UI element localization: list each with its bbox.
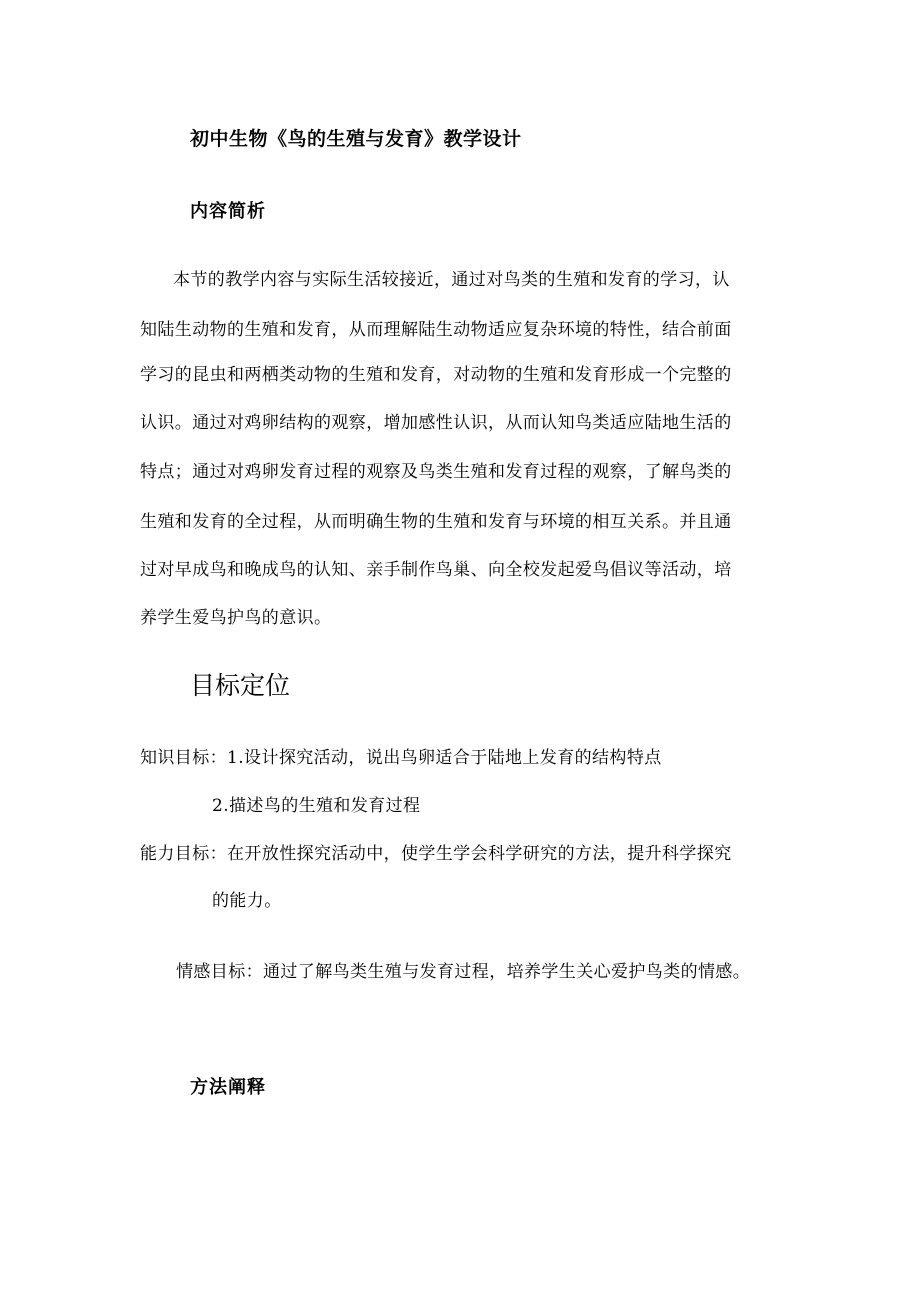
paragraph-line: 养学生爱鸟护鸟的意识。: [140, 608, 332, 628]
knowledge-goal-line: 2.描述鸟的生殖和发育过程: [212, 796, 421, 816]
paragraph-line: 过对早成鸟和晚成鸟的认知、亲手制作鸟巢、向全校发起爱鸟倡议等活动，培: [140, 560, 732, 580]
ability-goal-line: 的能力。: [212, 891, 282, 911]
heading-content-analysis: 内容简析: [190, 201, 266, 222]
paragraph-line: 认识。通过对鸡卵结构的观察，增加感性认识，从而认知鸟类适应陆地生活的: [140, 413, 732, 433]
document-title: 初中生物《鸟的生殖与发育》教学设计: [190, 128, 522, 150]
paragraph-line: 生殖和发育的全过程，从而明确生物的生殖和发育与环境的相互关系。并且通: [140, 512, 732, 532]
heading-goals: 目标定位: [190, 671, 291, 700]
heading-method: 方法阐释: [190, 1077, 266, 1098]
knowledge-goal-line: 知识目标：1.设计探究活动，说出鸟卵适合于陆地上发育的结构特点: [140, 748, 662, 768]
emotion-goal-line: 情感目标：通过了解鸟类生殖与发育过程，培养学生关心爱护鸟类的情感。: [176, 962, 751, 982]
paragraph-line: 学习的昆虫和两栖类动物的生殖和发育，对动物的生殖和发育形成一个完整的: [140, 365, 732, 385]
ability-goal-line: 能力目标：在开放性探究活动中，使学生学会科学研究的方法，提升科学探究: [140, 844, 732, 864]
paragraph-line: 知陆生动物的生殖和发育，从而理解陆生动物适应复杂环境的特性，结合前面: [140, 320, 732, 340]
paragraph-line: 特点；通过对鸡卵发育过程的观察及鸟类生殖和发育过程的观察，了解鸟类的: [140, 462, 732, 482]
paragraph-line: 本节的教学内容与实际生活较接近，通过对鸟类的生殖和发育的学习，认: [173, 270, 730, 290]
